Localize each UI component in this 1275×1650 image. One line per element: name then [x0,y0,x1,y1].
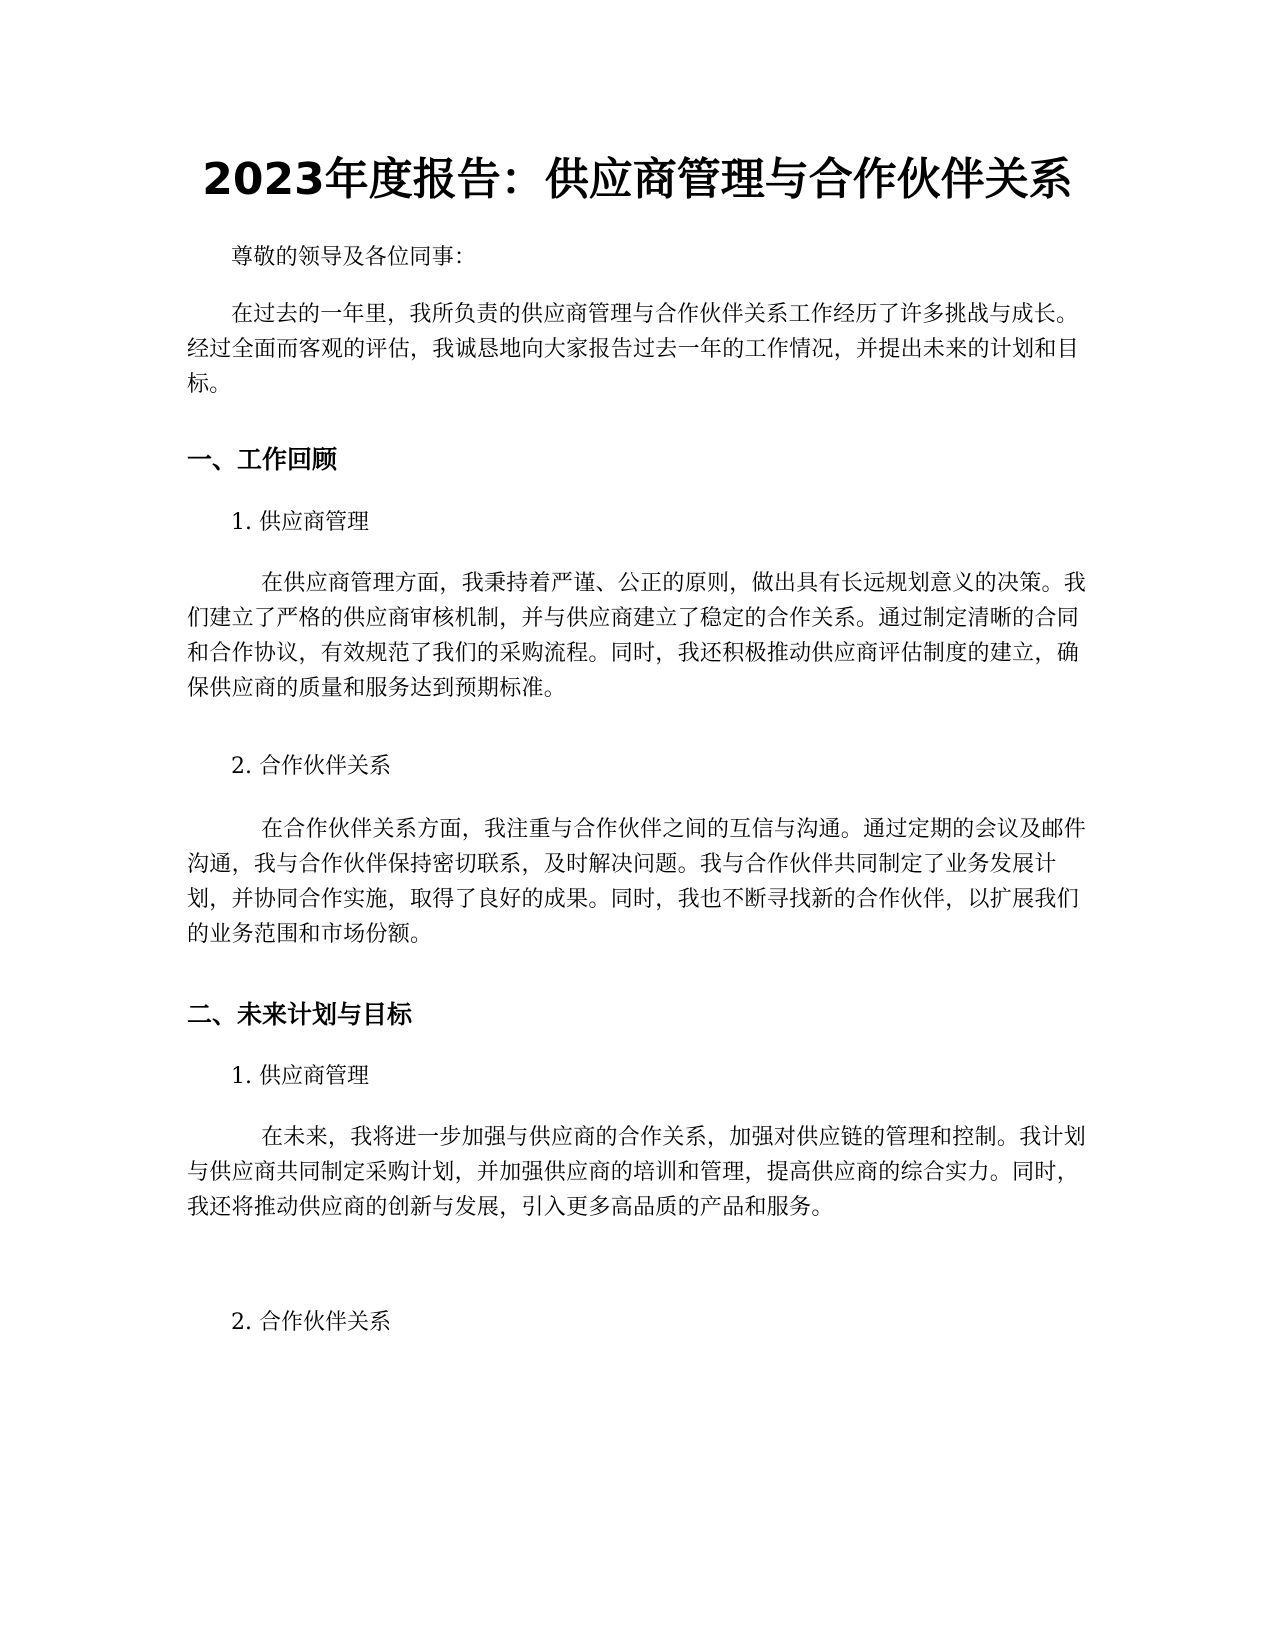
greeting: 尊敬的领导及各位同事： [231,245,477,270]
subheading-partner-relations: 2. 合作伙伴关系 [231,754,391,779]
paragraph-future-supplier-management: 在未来，我将进一步加强与供应商的合作关系，加强对供应链的管理和控制。我计划与供应商共同制定采购计划，并加强供应商的培训和管理，提高供应商的综合实力。同时，我还将推动供应商的创新与发展，引入更多高品质的产品和服务。 [187,1125,1087,1220]
section-heading-future-plan: 二、未来计划与目标 [187,1000,413,1029]
subheading-future-supplier-management: 1. 供应商管理 [231,1064,369,1089]
paragraph-partner-relations: 在合作伙伴关系方面，我注重与合作伙伴之间的互信与沟通。通过定期的会议及邮件沟通，我与合作伙伴保持密切联系，及时解决问题。我与合作伙伴共同制定了业务发展计划，并协同合作实施，取得了良好的成果。同时，我也不断寻找新的合作伙伴，以扩展我们的业务范围和市场份额。 [187,817,1087,947]
intro-paragraph: 在过去的一年里，我所负责的供应商管理与合作伙伴关系工作经历了许多挑战与成长。经过全面而客观的评估，我诚恳地向大家报告过去一年的工作情况，并提出未来的计划和目标。 [187,302,1080,397]
subheading-supplier-management: 1. 供应商管理 [231,510,369,535]
section-heading-review: 一、工作回顾 [187,445,338,474]
document-title: 2023年度报告：供应商管理与合作伙伴关系 [202,154,1073,205]
paragraph-supplier-management: 在供应商管理方面，我秉持着严谨、公正的原则，做出具有长远规划意义的决策。我们建立了严格的供应商审核机制，并与供应商建立了稳定的合作关系。通过制定清晰的合同和合作协议，有效规范了我们的采购流程。同时，我还积极推动供应商评估制度的建立，确保供应商的质量和服务达到预期标准。 [187,571,1087,701]
subheading-future-partner-relations: 2. 合作伙伴关系 [231,1310,391,1335]
